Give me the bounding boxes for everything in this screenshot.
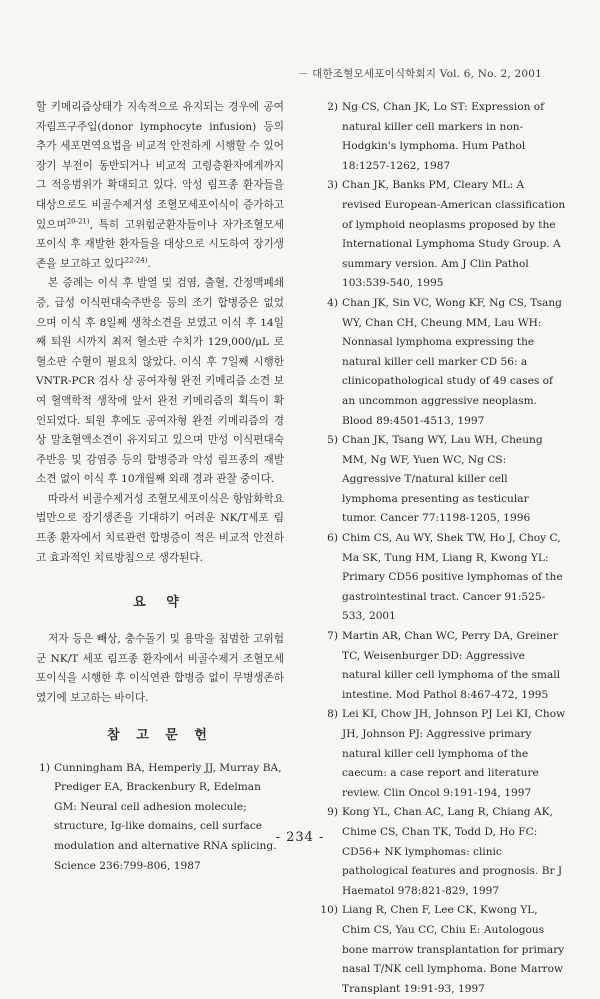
reference-item [316,705,566,803]
reference-text: Kong YL, Chan AC, Lang R, Chiang AK, Chime CS, Chan TK, Todd D, Ho FC: CD56+ NK lymphomas: clinic pathological features and prognosis. Br J Haematol 978:821-829, 1997 [342,806,563,897]
reference-text: Chan JK, Tsang WY, Lau WH, Cheung MM, Ng WF, Yuen WC, Ng CS: Aggressive T/natural killer cell lymphoma presenting as testicular tumor. Cancer 77:1198-1205, 1996 [342,434,543,525]
reference-number: 1) [39,761,50,774]
body-paragraph-2: 본 증례는 이식 후 발열 및 검염, 출혈, 간정맥폐쇄증, 급성 이식편대숙주반응 등의 조기 합병증은 없었으며 이식 후 8일째 생착소견을 보였고 이식 후 14일째 퇴원 시까지 최저 혈소판 수치가 129,000/μL 로 혈소판 수혈이 필요치 않았다. 이식 후 7일째 시행한 VNTR-PCR 검사 상 공여자형 완전 키메리즘 소견 보여 혈액학적 생착에 앞서 완전 키메리즘의 획득이 확인되었다. 퇴원 후에도 공여자형 완전 키메리즘의 경상 말초혈액소견이 유지되고 있으며 만성 이식편대숙주반응 및 감염증 등의 합병증과 악성 림프종의 재발 소견 없이 이식 후 10개월째 외래 경과 관찰 중이다. [36,277,284,486]
citation-superscript: 20-21) [66,217,90,226]
reference-text: Chan JK, Sin VC, Wong KF, Ng CS, Tsang WY, Chan CH, Cheung MM, Lau WH: Nonnasal lymphoma expressing the natural killer cell marker CD 56: a clinicopathological study of 49 cases of an uncommon aggressive neoplasm. Blood 89:4501-4513, 1997 [342,296,562,427]
reference-item [316,294,566,431]
reference-text: Chim CS, Au WY, Shek TW, Ho J, Choy C, Ma SK, Tung HM, Liang R, Kwong YL: Primary CD56 positive lymphomas of the gastrointestinal tract. Cancer 91:525-533, 2001 [342,532,563,623]
reference-item [316,98,566,176]
reference-number: 5) [327,434,338,447]
reference-number: 4) [327,296,338,309]
reference-text: Cunningham BA, Hemperly JJ, Murray BA, Prediger EA, Brackenbury R, Edelman GM: Neural cell adhesion molecule; structure, Ig-like domains, cell surface modulation and alternative RNA splicing. Science 236:799-806, 1987 [54,761,282,872]
reference-item [316,803,566,901]
reference-text: Lei KI, Chow JH, Johnson PJ Lei KI, Chow JH, Johnson PJ: Aggressive primary natural killer cell lymphoma of the caecum: a case report and literature review. Clin Oncol 9:191-194, 1997 [342,708,566,799]
reference-item [316,431,566,529]
citation-superscript: 22-24) [124,256,148,265]
body-paragraph-3: 따라서 비골수제거성 조혈모세포이식은 항암화학요법만으로 장기생존을 기대하기 어려운 NK/T세포 림프종 환자에서 치료관련 합병증이 적은 비교적 안전하고 효과적인 치료방침으로 생각된다. [36,492,284,564]
body-paragraph-1: 할 키메리즘상태가 지속적으로 유지되는 경우에 공여자림프구주입(donor lymphocyte infusion) 등의 추가 세포면역요법을 비교적 안전하게 시행할 수 있어 장기 부전이 동반되거나 비교적 고령층환자에게까지 그 적응범위가 확대되고 있다. 악성 림프종 환자들을 대상으로도 비골수제거성 조혈모세포이식이 증가하고 있으며$^{20-21)}$, 특히 고위험군환자들이나 자가조혈모세포이식 후 재발한 환자들을 대상으로 시도하여 장기생존을 보고하고 있다$^{22-24)}$. [36,101,284,270]
reference-item [316,529,566,627]
reference-number: 10) [320,904,338,917]
reference-text: Chan JK, Banks PM, Cleary ML: A revised European-American classification of lymphoid neoplasms proposed by the International Lymphoma Study Group. A summary version. Am J Clin Pathol 103:539-540, 1995 [342,179,566,290]
reference-number: 7) [327,630,338,643]
references-heading: 참 고 문 헌 [107,727,213,743]
page-number: - 234 - [275,830,325,845]
summary-heading: 요 약 [133,595,187,611]
reference-item [316,901,566,999]
summary-paragraph: 저자 등은 빼상, 충수돌기 및 용막을 침범한 고위험군 NK/T 세포 림프종 환자에서 비골수제거 조혈모세포이식을 시행한 후 이식연관 합병증 없이 무병생존하였기에 보고하는 바이다. [36,633,284,705]
reference-item [36,759,284,877]
left-column [36,98,284,876]
reference-number: 9) [327,806,338,819]
reference-text: Martin AR, Chan WC, Perry DA, Greiner TC, Weisenburger DD: Aggressive natural killer cell lymphoma of the small intestine. Mod Pathol 8:467-472, 1995 [342,630,561,701]
reference-number: 8) [327,708,338,721]
reference-text: Ng CS, Chan JK, Lo ST: Expression of natural killer cell markers in non-Hodgkin's lymphoma. Hum Pathol 18:1257-1262, 1987 [342,101,545,172]
running-header: － 대한조혈모세포이식학회지 Vol. 6, No. 2, 2001 [297,68,542,80]
reference-number: 3) [327,179,338,192]
reference-item [316,176,566,294]
right-column [316,98,566,999]
reference-number: 6) [327,532,338,545]
reference-text: Liang R, Chen F, Lee CK, Kwong YL, Chim CS, Yau CC, Chiu E: Autologous bone marrow transplantation for primary nasal T/NK cell lymphoma. Bone Marrow Transplant 19:91-93, 1997 [342,904,565,995]
reference-number: 2) [327,101,338,113]
reference-item [316,627,566,705]
